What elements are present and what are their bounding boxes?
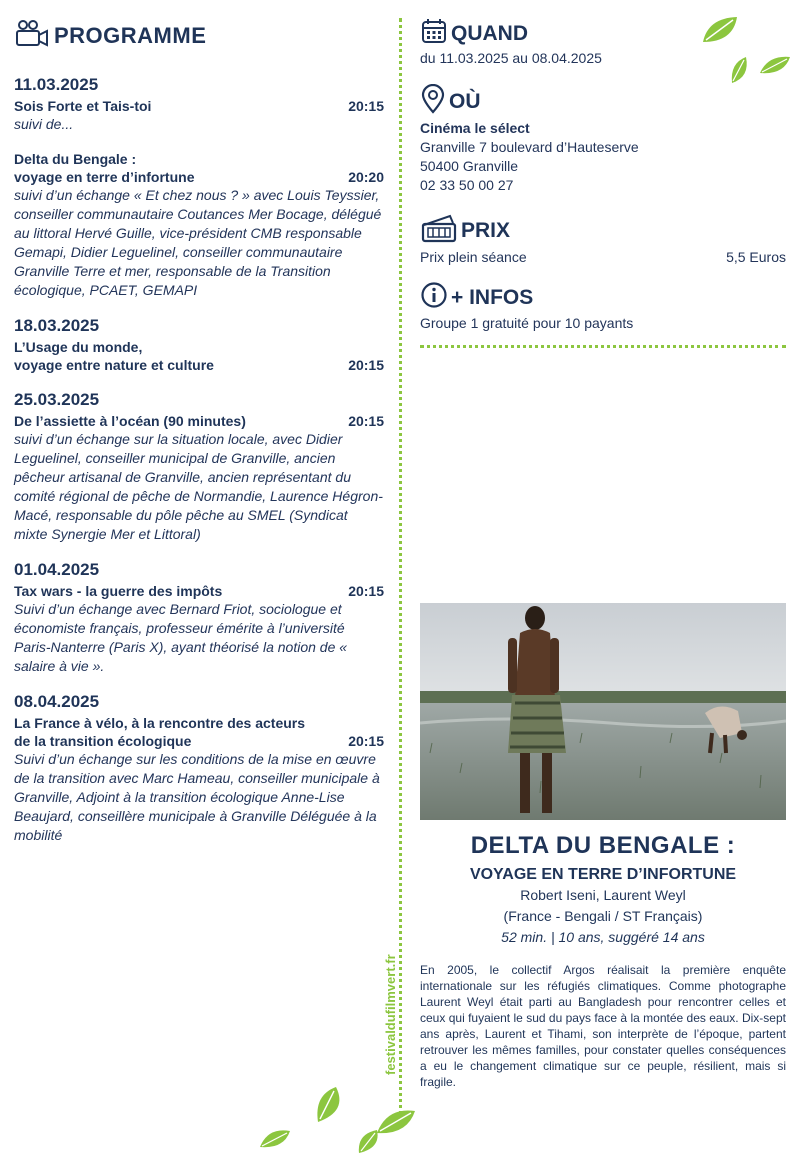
venue-name: Cinéma le sélect (420, 120, 530, 136)
film-title-text: Sois Forte et Tais-toi (14, 98, 152, 114)
price-item: Prix plein séance (420, 249, 527, 265)
calendar-icon (420, 18, 448, 49)
screening-time: 20:15 (348, 98, 384, 114)
event-date: 11.03.2025 (14, 75, 99, 94)
film-subtitle: VOYAGE EN TERRE D’INFORTUNE (469, 866, 737, 883)
venue-phone[interactable]: 02 33 50 00 27 (420, 177, 514, 193)
event-item (14, 560, 384, 676)
infos-header (420, 281, 786, 314)
film-title-text: Delta du Bengale : (14, 151, 137, 167)
programme-section (14, 18, 384, 861)
ou-header (420, 84, 786, 119)
screening-time: 20:15 (348, 357, 384, 373)
event-item (14, 316, 384, 374)
dotted-separator (420, 345, 786, 348)
film-title-text: voyage entre nature et culture (14, 357, 214, 373)
leaf-icon (312, 1085, 350, 1125)
event-item (14, 390, 384, 544)
programme-title: PROGRAMME (54, 22, 207, 48)
programme-header (14, 18, 384, 53)
film-title-text: L’Usage du monde, (14, 339, 143, 355)
film-description: Suivi d’un échange sur les conditions de la mise en œuvre de la transition avec Marc Hameau, conseiller municipale à Granville, Adjoint à la transition écologique Anne-Lise Beaujard, conseillère municipale à Granville Déléguée à la mobilité (14, 751, 380, 843)
film-details: 52 min. | 10 ans, suggéré 14 ans (501, 929, 705, 945)
film-title-text: Tax wars - la guerre des impôts (14, 583, 223, 599)
film-description: suivi d’un échange « Et chez nous ? » avec Louis Teyssier, conseiller communautaire Coutances Mer Bocage, délégué au littoral Hervé Guille, vice-président CMB responsable Gemapi, Didier Leguelinel, conseiller communautaire Granville Terre et mer, responsable de la Transition écologique, PCAET, GEMAPI (14, 187, 382, 298)
event-list (14, 75, 384, 845)
film-still-photo (420, 603, 786, 820)
leaf-icon (758, 53, 792, 77)
film-origin: (France - Bengali / ST Français) (503, 908, 703, 924)
film-title-text: De l’assiette à l’océan (90 minutes) (14, 413, 246, 429)
film-camera-icon (14, 18, 50, 53)
ou-label: OÙ (449, 89, 481, 113)
film-title-row (14, 412, 384, 430)
screening-time: 20:15 (348, 413, 384, 429)
film-synopsis: En 2005, le collectif Argos réalisait la première enquête internationale sur les réfugiés climatiques. Comme photographe Laurent Weyl était parti au Bangladesh pour rencontrer celles et ceux qui fuyaient le sud du pays face à la montée des eaux. Dix-sept ans après, Laurent et Tihami, son interprète de l’époque, partent retrouver les mêmes familles, pour constater quelles conséquences a eu le changement climatique sur ce peuple, résilient, mais si fragile. (420, 963, 786, 1089)
website-url[interactable]: festivaldufilmvert.fr (383, 954, 398, 1075)
leaf-icon (258, 1125, 292, 1151)
ticket-icon (420, 213, 458, 248)
event-date: 01.04.2025 (14, 560, 100, 579)
event-date: 18.03.2025 (14, 316, 100, 335)
infos-label: + INFOS (451, 285, 534, 309)
event-date: 25.03.2025 (14, 390, 100, 409)
screening-time: 20:20 (348, 169, 384, 185)
price-amount: 5,5 Euros (726, 249, 786, 265)
film-directors: Robert Iseni, Laurent Weyl (520, 887, 686, 903)
venue-address-line1: Granville 7 boulevard d’Hauteserve (420, 139, 639, 155)
event-item (14, 75, 384, 300)
film-title-row (14, 732, 384, 750)
event-date: 08.04.2025 (14, 692, 100, 711)
quand-label: QUAND (451, 21, 528, 45)
film-title-text: La France à vélo, à la rencontre des acteurs (14, 715, 306, 731)
prix-header (420, 213, 786, 248)
dotted-divider (399, 18, 402, 1128)
leaf-icon (728, 55, 750, 85)
event-item (14, 692, 384, 845)
leaf-icon (700, 14, 740, 48)
film-description: suivi d’un échange sur la situation locale, avec Didier Leguelinel, conseiller municipal de Granville, ancien pêcheur artisanal de Granville, ancien représentant du comité régional de pêche de Normandie, Laurence Hégron-Macé, responsable du pôle pêche au SMEL (Syndicat mixte Synergie Mer et Littoral) (14, 431, 383, 542)
infos-text: Groupe 1 gratuité pour 10 payants (420, 315, 634, 331)
film-title-row (14, 356, 384, 374)
screening-time: 20:15 (348, 583, 384, 599)
film-title-row (14, 582, 384, 600)
info-icon (420, 281, 448, 314)
film-title-text: de la transition écologique (14, 733, 192, 749)
venue-address-line2: 50400 Granville (420, 158, 519, 174)
prix-label: PRIX (461, 218, 511, 242)
price-row (420, 248, 786, 267)
film-title-row (14, 97, 384, 115)
film-description: suivi de... (14, 116, 74, 132)
film-title: DELTA DU BENGALE : (470, 832, 736, 859)
leaf-icon (355, 1128, 383, 1155)
film-description: Suivi d’un échange avec Bernard Friot, sociologue et économiste français, professeur émérite à l’université Paris-Nanterre (Paris X), ayant théorisé la notion de « salaire à vie ». (14, 601, 348, 674)
film-title-row (14, 168, 384, 186)
quand-dates: du 11.03.2025 au 08.04.2025 (420, 50, 602, 66)
screening-time: 20:15 (348, 733, 384, 749)
location-pin-icon (420, 84, 446, 119)
film-title-text: voyage en terre d’infortune (14, 169, 195, 185)
film-info-block (420, 832, 786, 947)
